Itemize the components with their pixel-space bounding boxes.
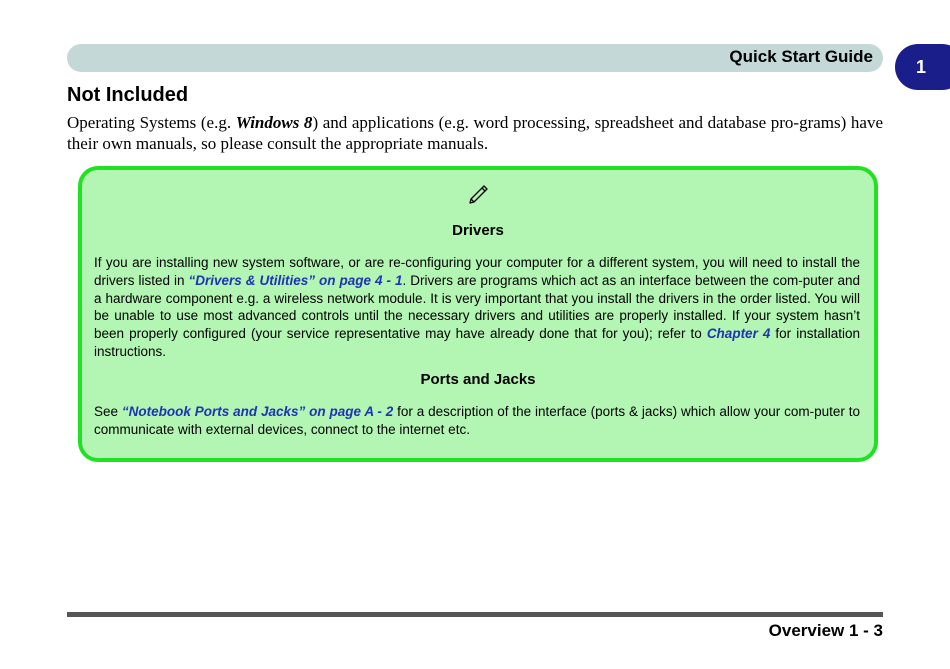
header-bar	[67, 44, 883, 72]
chapter-number: 1	[915, 57, 926, 77]
drivers-heading: Drivers	[452, 222, 504, 239]
chapter-tab[interactable]	[895, 44, 950, 90]
ports-text-1: See	[94, 404, 122, 419]
ports-text-2: for a description of the interface (ports & jacks) which allow your com-puter to communicate with external devices, connect to the internet etc.	[94, 404, 861, 437]
intro-emphasis: Windows 8	[235, 113, 313, 132]
drivers-paragraph	[94, 254, 860, 361]
pen-icon	[467, 184, 489, 206]
drivers-utilities-link[interactable]: “Drivers & Utilities” on page 4 - 1	[188, 272, 403, 288]
ports-paragraph	[94, 403, 860, 439]
chapter-4-link[interactable]: Chapter 4	[706, 326, 771, 342]
intro-paragraph	[67, 112, 883, 154]
intro-text-2: ) and applications (e.g. word processing, spreadsheet and database pro-grams) have their own manuals, so please consult the appropriate manuals.	[67, 113, 883, 153]
intro-text-1: Operating Systems (e.g.	[67, 113, 236, 132]
footer-rule	[67, 612, 883, 617]
footer-page-label: Overview 1 - 3	[768, 621, 883, 640]
drivers-text-2: . Drivers are programs which act as an interface between the com-puter and a hardware component e.g. a wireless network module. It is very important that you install the drivers in the order listed. You will be unable to use most advanced controls until the necessary drivers and utilities are properly installed. If your system hasn’t been properly configured (your service representative may have already done that for you); refer to	[94, 272, 861, 342]
ports-heading: Ports and Jacks	[420, 371, 536, 388]
drivers-text-3: for installation instructions.	[94, 326, 860, 359]
drivers-text-1: If you are installing new system software, or are re-configuring your computer for a different system, you will need to install the drivers listed in	[94, 255, 860, 288]
note-box	[78, 166, 878, 462]
notebook-ports-link[interactable]: “Notebook Ports and Jacks” on page A - 2	[121, 404, 394, 419]
section-title: Not Included	[67, 84, 189, 106]
header-title: Quick Start Guide	[729, 47, 873, 66]
